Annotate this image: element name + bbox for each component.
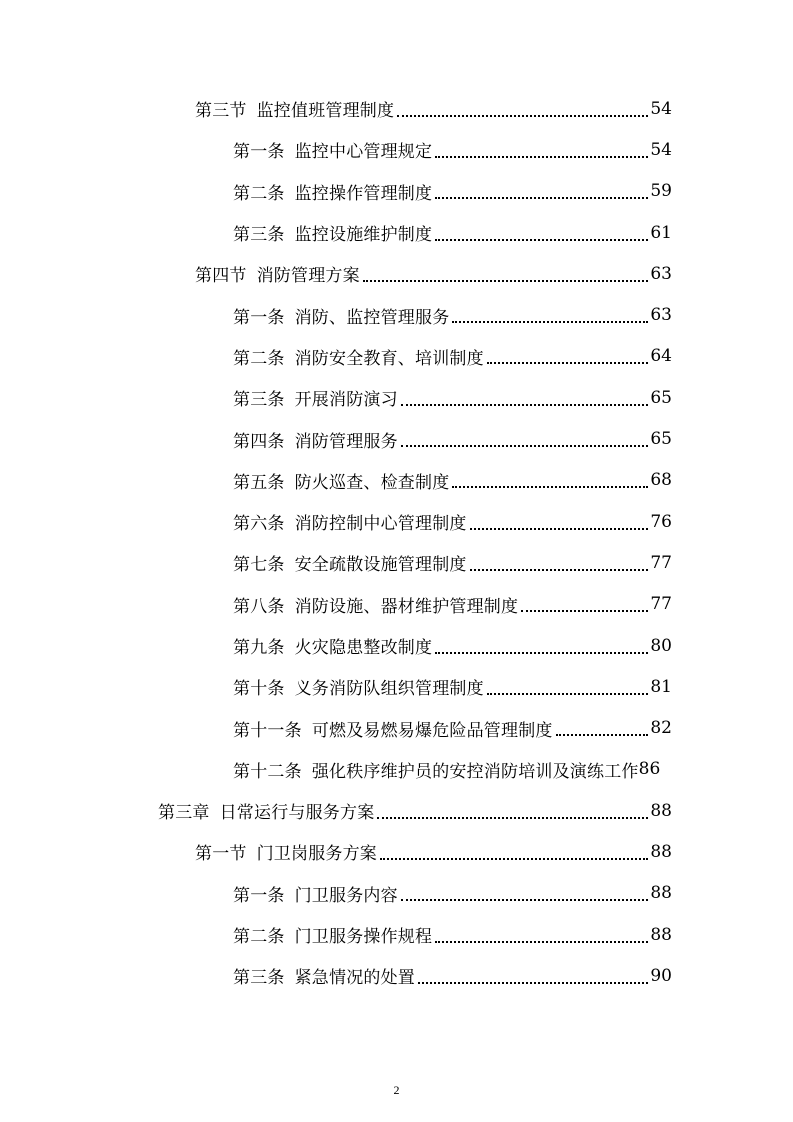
toc-entry-number: 第七条 bbox=[233, 555, 285, 576]
toc-dot-leader bbox=[401, 404, 649, 406]
toc-entry-label bbox=[233, 716, 553, 741]
toc-entry-label bbox=[233, 757, 639, 782]
toc-entry-number: 第二条 bbox=[233, 348, 285, 369]
toc-entry-page: 86 bbox=[638, 759, 661, 780]
toc-entry-number: 第四节 bbox=[195, 266, 247, 287]
toc-entry-page: 64 bbox=[650, 346, 672, 367]
toc-entry-page: 65 bbox=[650, 387, 672, 408]
toc-entry-title: 消防设施、器材维护管理制度 bbox=[294, 596, 519, 617]
toc-entry[interactable] bbox=[0, 88, 793, 129]
toc-entry-page: 90 bbox=[650, 965, 672, 986]
toc-entry-page: 88 bbox=[650, 800, 672, 821]
toc-entry-number: 第一条 bbox=[233, 307, 285, 328]
toc-entry[interactable] bbox=[0, 129, 793, 170]
toc-entry[interactable] bbox=[0, 625, 793, 666]
toc-entry-page: 81 bbox=[650, 676, 672, 697]
toc-entry-number: 第三条 bbox=[233, 390, 285, 411]
toc-entry-title: 开展消防演习 bbox=[294, 390, 398, 411]
toc-entry[interactable] bbox=[0, 542, 793, 583]
toc-entry-page: 77 bbox=[650, 594, 672, 615]
toc-dot-leader bbox=[521, 610, 648, 612]
toc-entry-title: 消防控制中心管理制度 bbox=[294, 514, 467, 535]
toc-entry[interactable] bbox=[0, 377, 793, 418]
toc-dot-leader bbox=[401, 445, 649, 447]
toc-entry-title: 火灾隐患整改制度 bbox=[294, 638, 433, 658]
toc-entry-label bbox=[233, 220, 432, 245]
toc-entry-title: 消防、监控管理服务 bbox=[294, 307, 450, 328]
toc-entry[interactable] bbox=[0, 914, 793, 955]
toc-entry-page: 76 bbox=[650, 511, 672, 532]
toc-entry-title: 义务消防队组织管理制度 bbox=[294, 679, 484, 700]
toc-entry[interactable] bbox=[0, 584, 793, 625]
toc-entry-number: 第二条 bbox=[233, 927, 285, 948]
toc-entry-number: 第三条 bbox=[233, 968, 285, 989]
toc-entry-title: 强化秩序维护员的安控消防培训及演练工作 bbox=[311, 761, 639, 782]
toc-entry-label bbox=[233, 468, 449, 493]
toc-entry-page: 61 bbox=[650, 222, 672, 243]
toc-entry[interactable] bbox=[0, 666, 793, 707]
toc-entry-page: 88 bbox=[650, 883, 672, 904]
toc-entry-title: 门卫岗服务方案 bbox=[256, 844, 378, 865]
toc-entry-label bbox=[233, 427, 398, 452]
table-of-contents bbox=[0, 88, 793, 997]
toc-entry-page: 54 bbox=[650, 139, 672, 160]
toc-entry-title: 门卫服务内容 bbox=[294, 885, 398, 906]
toc-entry-number: 第五条 bbox=[233, 472, 285, 493]
toc-entry-page: 88 bbox=[650, 841, 672, 862]
toc-entry-title: 紧急情况的处置 bbox=[294, 968, 416, 989]
toc-entry[interactable] bbox=[0, 955, 793, 996]
toc-entry-number: 第三章 bbox=[158, 803, 210, 824]
toc-dot-leader bbox=[435, 197, 648, 199]
toc-entry-label bbox=[233, 633, 432, 658]
toc-entry-page: 77 bbox=[650, 552, 672, 573]
toc-entry-label bbox=[233, 592, 518, 617]
toc-entry-number: 第四条 bbox=[233, 431, 285, 452]
toc-dot-leader bbox=[380, 858, 648, 860]
toc-entry-title: 日常运行与服务方案 bbox=[219, 803, 375, 824]
toc-entry-number: 第一条 bbox=[233, 142, 285, 163]
toc-entry-label bbox=[158, 798, 374, 823]
toc-entry-page: 65 bbox=[650, 429, 672, 450]
toc-entry-page: 54 bbox=[650, 98, 672, 119]
toc-entry-label bbox=[195, 839, 377, 864]
toc-entry-title: 可燃及易燃易爆危险品管理制度 bbox=[311, 720, 553, 741]
toc-entry-label bbox=[233, 881, 398, 906]
toc-entry[interactable] bbox=[0, 253, 793, 294]
toc-entry-number: 第一节 bbox=[195, 844, 247, 865]
toc-dot-leader bbox=[377, 817, 648, 819]
toc-entry[interactable] bbox=[0, 501, 793, 542]
toc-entry-label bbox=[195, 261, 360, 286]
page-number: 2 bbox=[393, 1083, 400, 1097]
toc-entry-number: 第一条 bbox=[233, 885, 285, 906]
toc-entry-number: 第十条 bbox=[233, 679, 285, 700]
toc-dot-leader bbox=[397, 115, 648, 117]
toc-entry-label bbox=[233, 509, 467, 534]
toc-entry-label bbox=[233, 179, 432, 204]
toc-entry-title: 监控设施维护制度 bbox=[294, 225, 433, 246]
toc-entry-label bbox=[233, 303, 449, 328]
toc-entry[interactable] bbox=[0, 831, 793, 872]
toc-entry[interactable] bbox=[0, 336, 793, 377]
toc-entry-page: 80 bbox=[650, 635, 672, 656]
toc-dot-leader bbox=[470, 569, 649, 571]
toc-entry-number: 第八条 bbox=[233, 596, 285, 617]
toc-entry-title: 监控操作管理制度 bbox=[294, 183, 433, 204]
toc-entry-title: 防火巡查、检查制度 bbox=[294, 472, 450, 493]
toc-entry-label bbox=[233, 344, 484, 369]
toc-dot-leader bbox=[487, 362, 649, 364]
toc-dot-leader bbox=[401, 899, 649, 901]
toc-dot-leader bbox=[487, 693, 649, 695]
toc-entry[interactable] bbox=[0, 707, 793, 748]
toc-dot-leader bbox=[363, 280, 649, 282]
toc-dot-leader bbox=[470, 528, 649, 530]
toc-entry[interactable] bbox=[0, 294, 793, 335]
toc-entry-number: 第十一条 bbox=[233, 720, 302, 741]
toc-entry-number: 第六条 bbox=[233, 514, 285, 535]
toc-dot-leader bbox=[418, 982, 648, 984]
toc-entry-page: 63 bbox=[650, 305, 672, 326]
toc-entry[interactable] bbox=[0, 171, 793, 212]
toc-dot-leader bbox=[435, 156, 648, 158]
toc-entry[interactable] bbox=[0, 418, 793, 459]
toc-entry-number: 第三条 bbox=[233, 225, 285, 246]
toc-entry[interactable] bbox=[0, 873, 793, 914]
toc-dot-leader bbox=[556, 734, 649, 736]
toc-entry-number: 第十二条 bbox=[233, 761, 302, 782]
toc-entry-title: 门卫服务操作规程 bbox=[294, 927, 433, 948]
toc-dot-leader bbox=[435, 239, 648, 241]
toc-entry[interactable] bbox=[0, 749, 793, 790]
toc-entry-title: 消防管理服务 bbox=[294, 431, 398, 452]
toc-dot-leader bbox=[435, 652, 648, 654]
toc-entry-page: 68 bbox=[650, 470, 672, 491]
toc-entry-label bbox=[195, 96, 394, 121]
toc-entry-title: 监控中心管理规定 bbox=[294, 142, 433, 163]
toc-entry[interactable] bbox=[0, 212, 793, 253]
toc-entry-page: 88 bbox=[650, 924, 672, 945]
toc-entry-title: 监控值班管理制度 bbox=[256, 101, 395, 122]
toc-entry-title: 安全疏散设施管理制度 bbox=[294, 555, 467, 576]
toc-entry-number: 第九条 bbox=[233, 638, 285, 658]
toc-entry[interactable] bbox=[0, 790, 793, 831]
toc-entry-label bbox=[233, 922, 432, 947]
toc-dot-leader bbox=[435, 941, 648, 943]
toc-entry[interactable] bbox=[0, 460, 793, 501]
toc-entry-label bbox=[233, 674, 484, 699]
toc-entry-label bbox=[233, 385, 398, 410]
toc-entry-title: 消防安全教育、培训制度 bbox=[294, 348, 484, 369]
toc-entry-page: 59 bbox=[650, 181, 672, 202]
toc-entry-page: 82 bbox=[650, 718, 672, 739]
toc-dot-leader bbox=[452, 486, 648, 488]
toc-dot-leader bbox=[452, 321, 648, 323]
toc-entry-label bbox=[233, 137, 432, 162]
toc-entry-page: 63 bbox=[650, 263, 672, 284]
toc-entry-number: 第三节 bbox=[195, 101, 247, 122]
toc-entry-title: 消防管理方案 bbox=[256, 266, 360, 287]
toc-entry-label bbox=[233, 963, 415, 988]
toc-entry-number: 第二条 bbox=[233, 183, 285, 204]
toc-entry-label bbox=[233, 550, 467, 575]
